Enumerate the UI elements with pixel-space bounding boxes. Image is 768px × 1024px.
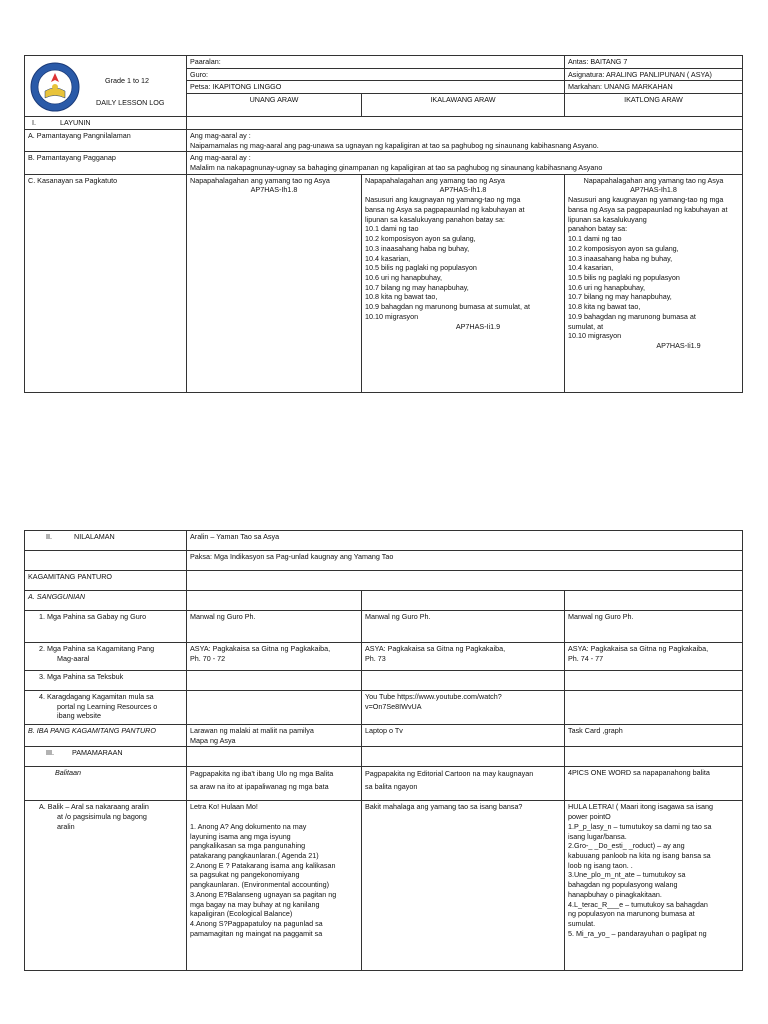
text-line: 10.7 bilang ng may hanapbuhay, xyxy=(365,282,469,292)
text-line: 10.10 migrasyon xyxy=(365,311,419,321)
text-line: lipunan sa kasalukuyang panahon batay sa: xyxy=(365,214,505,224)
text-line: 10.3 inaasahang haba ng buhay, xyxy=(568,253,673,263)
grade-label: Grade 1 to 12 xyxy=(105,76,149,85)
text-line: 1. Anong A? Ang dokumento na may xyxy=(190,821,307,831)
text-line: kapaligiran (Ecological Balance) xyxy=(190,909,293,919)
balik-aral-day1 xyxy=(187,801,362,971)
pamantayang-pagganap-content: Ang mag-aaral ay : Malalim na nakapagnunay-ugnay sa bahaging ginampanan ng kapaligiran at tao sa paghubog ng sinaunang kabihasnang Asyano xyxy=(187,152,743,174)
paksa-title: Paksa: Mga Indikasyon sa Pag-unlad kaugnay ang Yamang Tao xyxy=(187,551,743,571)
text-line: 10.8 kita ng bawat tao, xyxy=(568,302,641,312)
text-line: Nasusuri ang kaugnayan ng yamang-tao ng mga xyxy=(365,195,521,205)
text-line: 10.10 migrasyon xyxy=(568,331,622,341)
text-line: 10.3 inaasahang haba ng buhay, xyxy=(365,243,470,253)
text-line: 10.8 kita ng bawat tao, xyxy=(365,292,438,302)
aralin-title: Aralin – Yaman Tao sa Asya xyxy=(187,531,743,551)
text-line: sa pagsukat ng pangekonomiyang xyxy=(190,870,300,880)
text-line: 4.L_terac_R___e – tumutukoy sa bahagdan xyxy=(568,899,708,909)
text-line: panahon batay sa: xyxy=(568,224,628,234)
text-line: ng populasyon na marunong bumasa at xyxy=(568,909,695,919)
text-line: HULA LETRA! ( Maari itong isagawa sa isang xyxy=(568,802,714,812)
kagamitang-mag-aaral-day2: ASYA: Pagkakaisa sa Gitna ng Pagkakaiba, Ph. 73 xyxy=(362,643,565,671)
kasanayan-day1: Napapahalagahan ang yamang tao ng Asya AP7HAS-Ih1.8 xyxy=(187,174,362,392)
gabay-guro-day2: Manwal ng Guro Ph. xyxy=(362,611,565,643)
text-line: 10.2 komposisyon ayon sa gulang, xyxy=(365,234,476,244)
karagdagang-kagamitan-label: 4. Karagdagang Kagamitan mula sa portal ng Learning Resources o ibang website xyxy=(25,691,187,725)
text-line: 2.Gro-_ _Do_esti_ _roduct) – ay ang xyxy=(568,841,685,851)
text-line: loob ng isang taon. . xyxy=(568,860,633,870)
nilalaman-heading: II. NILALAMAN xyxy=(25,531,187,551)
gabay-guro-day3: Manwal ng Guro Ph. xyxy=(565,611,743,643)
text-line: 3.Une_plo_m_nt_ate – tumutukoy sa xyxy=(568,870,686,880)
text-line: 2.Anong E ? Patakarang isama ang kalikasan xyxy=(190,860,336,870)
text-line: at /o pagsisimula ng bagong xyxy=(57,812,147,822)
text-line: 3.Anong E?Balanseng ugnayan sa pagitan ng xyxy=(190,889,337,899)
text-line: pangkalikasan sa mga pangunahing xyxy=(190,841,306,851)
text-line: kabuuang panloob na kita ng isang bansa sa xyxy=(568,851,711,861)
text-line: 10.9 bahagdan ng marunong bumasa at sumulat, at xyxy=(365,302,531,312)
day1-header: UNANG ARAW xyxy=(187,94,362,117)
text-line: Nasusuri ang kaugnayan ng yamang-tao ng mga xyxy=(568,195,724,205)
text-line: 10.1 dami ng tao xyxy=(365,224,419,234)
text-line: sumulat. xyxy=(568,919,596,929)
text-line: layuning isama ang mga isyung xyxy=(190,831,291,841)
text-line: 1.P_p_lasy_n – tumutukoy sa dami ng tao sa xyxy=(568,821,712,831)
antas-field: Antas: BAITANG 7 xyxy=(565,56,743,69)
balik-aral-label xyxy=(25,801,187,971)
lesson-log-header-table xyxy=(24,55,743,393)
kasanayan-label: C. Kasanayan sa Pagkatuto xyxy=(25,174,187,392)
text-line: pamamagitan ng maingat na paggamit sa xyxy=(190,928,323,938)
text-line: sumulat, at xyxy=(568,321,604,331)
paaralan-field: Paaralan: xyxy=(187,56,565,69)
text-line: 10.5 bilis ng paglaki ng populasyon xyxy=(365,263,477,273)
balitaan-day3: 4PICS ONE WORD sa napapanahong balita xyxy=(565,767,743,801)
text-line: 10.6 uri ng hanapbuhay, xyxy=(365,272,442,282)
log-title: DAILY LESSON LOG xyxy=(96,98,165,107)
text-line: 10.7 bilang ng may hanapbuhay, xyxy=(568,292,672,302)
text-line: 10.5 bilis ng paglaki ng populasyon xyxy=(568,272,680,282)
text-line: bansa ng Asya sa pagpapaunlad ng kabuhayan at xyxy=(568,204,728,214)
text-line: mga bagay na may buhay at ng kanilang xyxy=(190,899,320,909)
teksbuk-label: 3. Mga Pahina sa Teksbuk xyxy=(25,671,187,691)
layunin-heading: I. LAYUNIN xyxy=(25,117,187,130)
text-line: 10.4 kasarian, xyxy=(568,263,614,273)
day2-header: IKALAWANG ARAW xyxy=(362,94,565,117)
kagamitang-panturo-label: KAGAMITANG PANTURO xyxy=(25,571,187,591)
kagamitang-mag-aaral-day1: ASYA: Pagkakaisa sa Gitna ng Pagkakaiba, Ph. 70 - 72 xyxy=(187,643,362,671)
text-line: aralin xyxy=(57,821,75,831)
petsa-field: Petsa: IKAPITONG LINGGO xyxy=(187,81,565,94)
kasanayan-day3: Napapahalagahan ang yamang tao ng Asya AP7HAS-Ih1.8 Nasusuri ang kaugnayan ng yamang-tao ng mga bansa ng Asya sa pagpapaunlad ng kabuhayan at lipunan sa kasalukuyang panahon batay sa: 10.1 dami ng tao 10.2 komposisyon ayon sa gulang, 10.3 inaasahang haba ng buhay, 10.4 kasarian, 10.5 bilis ng paglaki ng populasyon 10.6 uri ng hanapbuhay, 10.7 bilang ng may hanapbuhay, 10.8 kita ng bawat tao, 10.9 bahagdan ng marunong bumasa at sumulat, at 10.10 migrasyon AP7HAS-Ii1.9 xyxy=(565,174,743,392)
markahan-field: Markahan: UNANG MARKAHAN xyxy=(565,81,743,94)
pamantayang-pagganap-label: B. Pamantayang Pagganap xyxy=(25,152,187,174)
iba-pang-kagamitan-day1: Larawan ng malaki at maliit na pamilya Mapa ng Asya xyxy=(187,725,362,747)
text-line: 4.Anong S?Pagpapatuloy na pagunlad sa xyxy=(190,919,323,929)
iba-pang-kagamitan-label: B. IBA PANG KAGAMITANG PANTURO xyxy=(25,725,187,747)
text-line: hanapbuhay o pinagkakitaan. xyxy=(568,889,662,899)
text-line: Letra Ko! Hulaan Mo! xyxy=(190,802,258,812)
text-line: 5. Mi_ra_yo_ – pandarayuhan o paglipat ng xyxy=(568,928,707,938)
text-line: patakarang pangkaunlaran.( Agenda 21) xyxy=(190,851,319,861)
gabay-guro-label: 1. Mga Pahina sa Gabay ng Guro xyxy=(25,611,187,643)
text-line: lipunan sa kasalukuyang xyxy=(568,214,647,224)
text-line xyxy=(190,812,358,822)
kasanayan-day2: Napapahalagahan ang yamang tao ng Asya AP7HAS-Ih1.8 Nasusuri ang kaugnayan ng yamang-tao ng mga bansa ng Asya sa pagpapaunlad ng kabuhayan at lipunan sa kasalukuyang panahon batay sa: 10.1 dami ng tao 10.2 komposisyon ayon sa gulang, 10.3 inaasahang haba ng buhay, 10.4 kasarian, 10.5 bilis ng paglaki ng populasyon 10.6 uri ng hanapbuhay, 10.7 bilang ng may hanapbuhay, 10.8 kita ng bawat tao, 10.9 bahagdan ng marunong bumasa at sumulat, at 10.10 migrasyon AP7HAS-Ii1.9 xyxy=(362,174,565,392)
iba-pang-kagamitan-day2: Laptop o Tv xyxy=(362,725,565,747)
kagamitang-mag-aaral-day3: ASYA: Pagkakaisa sa Gitna ng Pagkakaiba, Ph. 74 - 77 xyxy=(565,643,743,671)
pamantayang-pangnilalaman-label: A. Pamantayang Pangnilalaman xyxy=(25,129,187,151)
balik-aral-day3 xyxy=(565,801,743,971)
text-line: 10.1 dami ng tao xyxy=(568,234,622,244)
text-line: 10.2 komposisyon ayon sa gulang, xyxy=(568,243,679,253)
text-line: bansa ng Asya sa pagpapaunlad ng kabuhayan at xyxy=(365,204,525,214)
iba-pang-kagamitan-day3: Task Card ,graph xyxy=(565,725,743,747)
gabay-guro-day1: Manwal ng Guro Ph. xyxy=(187,611,362,643)
day3-header: IKATLONG ARAW xyxy=(565,94,743,117)
text-line: isang lugar/bansa. xyxy=(568,831,627,841)
kagamitang-mag-aaral-label: 2. Mga Pahina sa Kagamitang Pang Mag-aaral xyxy=(25,643,187,671)
balitaan-day1: Pagpapakita ng iba't ibang Ulo ng mga Balita sa araw na ito at ipapaliwanag ng mga bata xyxy=(187,767,362,801)
text-line: bahagdan ng populasyong walang xyxy=(568,880,678,890)
balitaan-label: Balitaan xyxy=(25,767,187,801)
balik-aral-day2: Bakit mahalaga ang yamang tao sa isang bansa? xyxy=(362,801,565,971)
pamantayang-pangnilalaman-content: Ang mag-aaral ay : Naipamamalas ng mag-aaral ang pag-unawa sa ugnayan ng kapaligiran at tao sa paghubog ng sinaunang kabihasnang Asyano. xyxy=(187,129,743,151)
nilalaman-table xyxy=(24,530,743,971)
text-line: 10.4 kasarian, xyxy=(365,253,411,263)
text-line: A. Balik – Aral sa nakaraang aralin xyxy=(39,802,149,812)
guro-field: Guro: xyxy=(187,68,565,81)
balitaan-day2: Pagpapakita ng Editorial Cartoon na may kaugnayan sa balita ngayon xyxy=(362,767,565,801)
youtube-link[interactable]: You Tube https://www.youtube.com/watch? v=On7Se8IWvUA xyxy=(362,691,565,725)
text-line: pangkaunlaran. (Environmental accounting) xyxy=(190,880,330,890)
pamamaraan-heading: III. PAMAMARAAN xyxy=(25,747,187,767)
asignatura-field: Asignatura: ARALING PANLIPUNAN ( ASYA) xyxy=(565,68,743,81)
sanggunian-label: A. SANGGUNIAN xyxy=(25,591,187,611)
text-line: power pointO xyxy=(568,812,611,822)
text-line: 10.9 bahagdan ng marunong bumasa at xyxy=(568,311,696,321)
text-line: 10.6 uri ng hanapbuhay, xyxy=(568,282,645,292)
